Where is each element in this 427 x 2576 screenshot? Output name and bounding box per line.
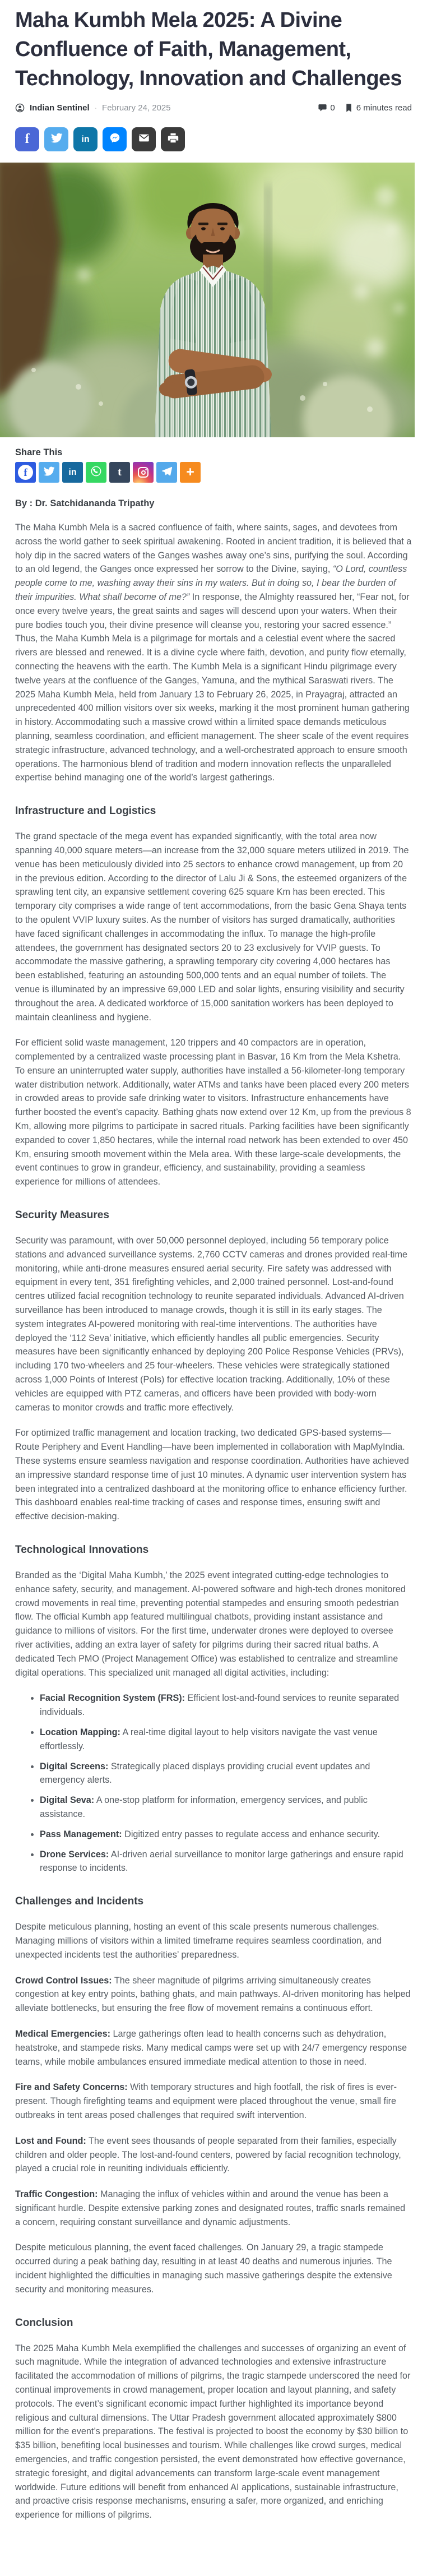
comment-bubble-icon (318, 103, 327, 113)
share-facebook-button[interactable] (15, 127, 39, 151)
intro-quote: “O Lord, countless people come to me, washing away their sins in my waters. But in doing so, I bear the burden of their impurities. What shall become of me?” (15, 564, 407, 602)
plus-icon: + (186, 464, 194, 480)
challenge-text: The sheer magnitude of pilgrims arriving simultaneously creates congestion at key entry points, bathing ghats, and main pathways. AI-driven monitoring has helped alleviate bottlenecks, but ensuring the free flow of movement remains a continuous effort. (15, 1975, 411, 2014)
list-item-lead: Location Mapping: (40, 1727, 120, 1737)
author-byline: By : Dr. Satchidananda Tripathy (15, 498, 155, 508)
share2-telegram-button[interactable] (156, 462, 177, 483)
linkedin-icon: in (68, 467, 77, 477)
list-item (40, 1828, 412, 1842)
share-row-bottom (15, 462, 412, 483)
intro-text-continued: In response, the Almighty reassured her, “Fear not, for once every twelve years, the great saints and sages will descend upon your waters. When their pure bodies touch you, their divine presence will cleanse you, restoring your sacred essence.” Thus, the Maha Kumbh Mela is a pilgrimage for mortals and a celestial event where the sacred rivers are blessed and renewed. It is a divine cycle where faith, devotion, and purity flow eternally, connecting the heavens with the earth. The Kumbh Mela is a significant Hindu pilgrimage every twelve years at the confluence of the Ganges, Yamuna, and the mythical Saraswati rivers. The 2025 Maha Kumbh Mela, held from January 13 to February 26, 2025, in Prayagraj, attracted an unprecedented 400 million visitors over six weeks, marking it the most prominent human gathering in history. Accommodating such a massive crowd within a limited space demands meticulous planning, seamless coordination, and efficient management. The sheer scale of the event requires strategic infrastructure, advanced technology, and a well-orchestrated approach to ensure smooth operations. The harmonious blend of tradition and modern innovation reflects the unparalleled expertise behind managing one of the world’s largest gatherings. (15, 591, 410, 783)
paragraph-intro (15, 521, 412, 785)
list-item-lead: Facial Recognition System (FRS): (40, 1693, 185, 1704)
linkedin-icon: in (81, 134, 90, 144)
paragraph-fire-safety (15, 2080, 412, 2122)
paragraph-crowd-control (15, 1974, 412, 2015)
twitter-icon (43, 465, 55, 480)
paragraph-medical-emergencies (15, 2027, 412, 2069)
article-meta-row (15, 103, 412, 113)
heading-security: Security Measures (15, 1209, 109, 1222)
list-item-text: Digitized entry passes to regulate access and enhance security. (122, 1829, 380, 1839)
challenge-lead: Lost and Found: (15, 2135, 86, 2146)
bookmark-icon (344, 103, 354, 113)
article-body (15, 521, 412, 2522)
share2-tumblr-button[interactable] (109, 462, 130, 483)
paragraph-conclusion: The 2025 Maha Kumbh Mela exemplified the challenges and successes of organizing an event of such magnitude. While the integration of advanced technologies and extensive infrastructure facilitated the accommodation of millions of pilgrims, the tragic stampede underscored the need for continual improvements in crowd management, proper location and layout planning, and safety protocols. The event’s significant economic impact further highlighted its importance beyond religious and cultural dimensions. The Uttar Pradesh government allocated approximately $800 million for the event’s preparations. The festival is projected to boost the economy by $30 billion to $35 billion, benefiting local businesses and tourism. While challenges like crowd surges, medical emergencies, and traffic congestion persisted, the event demonstrated how effective governance, strategic foresight, and digital advancements can transform large-scale event management worldwide. Future editions will benefit from enhanced AI applications, sustainable infrastructure, and proactive crisis response mechanisms, ensuring a safer, more organized, and enriching experience for millions of pilgrims. (15, 2343, 411, 2520)
heading-infrastructure: Infrastructure and Logistics (15, 805, 156, 817)
page-title: Maha Kumbh Mela 2025: A Divine Confluence of Faith, Management, Technology, Innovation and Challenges (15, 8, 402, 90)
paragraph-challenges-intro: Despite meticulous planning, hosting an event of this scale presents numerous challenges. Managing millions of visitors within a limited timeframe requires seamless coordination, and unexpected incidents test the authorities’ preparedness. (15, 1922, 382, 1960)
paragraph-technology: Branded as the ‘Digital Maha Kumbh,’ the 2025 event integrated cutting-edge technologies to enhance safety, security, and management. AI-powered software and high-tech drones monitored crowd movements in real time, preventing potential stampedes and ensuring smooth pedestrian flow. The official Kumbh app featured multilingual chatbots, providing instant assistance and guidance to millions of visitors. For the first time, underwater drones were deployed to oversee river activities, adding an extra layer of safety for pilgrims during their sacred ritual baths. A dedicated Tech PMO (Project Management Office) was established to centralize and streamline digital operations. This specialized unit managed all digital activities, including: (15, 1570, 406, 1678)
list-item-lead: Drone Services: (40, 1849, 109, 1860)
whatsapp-icon (90, 465, 102, 480)
read-time (344, 103, 412, 113)
list-item (40, 1848, 412, 1876)
share-row-top (15, 127, 412, 151)
twitter-icon (50, 132, 63, 147)
paragraph-lost-found (15, 2134, 412, 2176)
share-print-button[interactable] (161, 127, 185, 151)
author-link[interactable]: Indian Sentinel (30, 103, 90, 113)
heading-challenges: Challenges and Incidents (15, 1895, 144, 1908)
list-item (40, 1760, 412, 1788)
challenge-text: Managing the influx of vehicles within and around the venue has been a significant hurdle. Despite extensive parking zones and designated routes, traffic snarls remained a concern, requiring constant surveillance and dynamic adjustments. (15, 2189, 406, 2227)
share-messenger-button[interactable] (103, 127, 127, 151)
meta-separator: · (94, 104, 98, 112)
list-item-text: A real-time digital layout to help visitors navigate the vast venue effortlessly. (40, 1727, 378, 1751)
challenge-lead: Traffic Congestion: (15, 2189, 98, 2200)
share-linkedin-button[interactable] (73, 127, 98, 151)
paragraph-infrastructure-2: For efficient solid waste management, 120 trippers and 40 compactors are in operation, complemented by a centralized waste processing plant in Basvar, 16 Km from the Mela Kshetra. To ensure an uninterrupted water supply, authorities have installed a 56-kilometer-long temporary water distribution network. Additionally, water ATMs and tanks have been placed every 200 meters in crowded areas to provide safe drinking water to visitors. Infrastructure enhancements have further boosted the event’s capacity. Bathing ghats now extend over 12 Km, up from the previous 8 Km, allowing more pilgrims to participate in sacred rituals. Parking facilities have been significantly expanded to cover 1,850 hectares, while the internal road network has been extended to over 450 Km, ensuring smooth movement within the Mela area. With these large-scale developments, the event continues to grow in grandeur, efficiency, and sustainability, providing a seamless experience for millions of attendees. (15, 1038, 411, 1187)
facebook-icon: f (18, 465, 33, 480)
paragraph-security-2: For optimized traffic management and location tracking, two dedicated GPS-based systems—Route Periphery and Event Handling—have been implemented in collaboration with MapMyIndia. These systems ensure seamless navigation and response coordination. Authorities have achieved an impressive standard response time of just 10 minutes. A dynamic user intervention system has been integrated into a centralized dashboard at the monitoring office to enhance efficiency further. This dashboard enables real-time tracking of cases and response times, ensuring swift and effective decision-making. (15, 1428, 409, 1522)
messenger-icon (109, 132, 121, 147)
instagram-icon (138, 467, 148, 478)
heading-technology: Technological Innovations (15, 1544, 149, 1556)
list-item-text: A one-stop platform for information, emergency services, and public assistance. (40, 1795, 368, 1819)
list-item-lead: Digital Seva: (40, 1795, 95, 1806)
share2-more-button[interactable] (180, 462, 201, 483)
share-this-label: Share This (15, 447, 63, 457)
print-icon (167, 132, 179, 147)
heading-conclusion: Conclusion (15, 2316, 73, 2329)
challenge-text: The event sees thousands of people separated from their families, especially children and older people. The lost-and-found centers, powered by facial recognition technology, played a crucial role in reuniting individuals efficiently. (15, 2135, 401, 2174)
list-item (40, 1691, 412, 1719)
user-circle-icon (15, 103, 25, 113)
digital-activities-list (15, 1691, 412, 1875)
telegram-icon (161, 465, 173, 480)
share-email-button[interactable] (132, 127, 156, 151)
hero-image (0, 163, 415, 437)
share-twitter-button[interactable] (44, 127, 68, 151)
list-item-text: Strategically placed displays providing crucial event updates and emergency alerts. (40, 1761, 370, 1786)
list-item-text: AI-driven aerial surveillance to monitor large gatherings and ensure rapid response to incidents. (40, 1849, 403, 1874)
list-item-lead: Pass Management: (40, 1829, 122, 1839)
facebook-icon: f (25, 132, 30, 146)
list-item (40, 1793, 412, 1821)
share2-linkedin-button[interactable] (62, 462, 83, 483)
challenge-lead: Medical Emergencies: (15, 2028, 111, 2039)
intro-text: The Maha Kumbh Mela is a sacred confluence of faith, where saints, sages, and devotees from across the world gather to seek spiritual awakening. Rooted in ancient tradition, it is believed that a holy dip in the sacred waters of the Ganges washes away one’s sins, purifying the soul. According to an old legend, the Ganges once expressed her sorrow to the Divine, saying, (15, 522, 412, 575)
comments-count-value: 0 (330, 103, 335, 113)
share2-facebook-button[interactable] (15, 462, 36, 483)
publish-date: February 24, 2025 (102, 103, 171, 113)
paragraph-traffic-congestion (15, 2187, 412, 2229)
challenge-lead: Crowd Control Issues: (15, 1975, 112, 1986)
list-item (40, 1726, 412, 1754)
share2-twitter-button[interactable] (39, 462, 59, 483)
email-icon (138, 132, 150, 147)
list-item-lead: Digital Screens: (40, 1761, 109, 1772)
challenge-text: With temporary structures and high footfall, the risk of fires is ever-present. Though firefighting teams and equipment were placed throughout the venue, small fire outbreaks in tent areas posed challenges that required swift intervention. (15, 2082, 397, 2120)
paragraph-infrastructure-1: The grand spectacle of the mega event has expanded significantly, with the total area now spanning 40,000 square meters—an increase from the 32,000 square meters utilized in 2019. The venue has been meticulously divided into 25 sectors to enhance crowd management, up from 20 in the previous edition. According to the director of Lalu Ji & Sons, the esteemed organizers of the sprawling tent city, an expansive settlement covering 625 square Km has been erected. This temporary city comprises a wide range of tent accommodations, from the basic Gena Shaya tents to the opulent VVIP luxury suites. As the number of visitors has surged dramatically, authorities have faced significant challenges in accommodating the influx. To manage the high-profile attendees, the government has designated sectors 20 to 23 exclusively for VVIP guests. To accommodate the massive gathering, a sprawling temporary city covering 4,000 hectares has been established, featuring an astounding 500,000 tents and an equal number of toilets. The venue is illuminated by an impressive 69,000 LED and solar lights, ensuring visibility and security throughout the area. A dedicated workforce of 15,000 sanitation workers has been deployed to maintain cleanliness and hygiene. (15, 831, 409, 1023)
share2-instagram-button[interactable] (133, 462, 154, 483)
challenge-lead: Fire and Safety Concerns: (15, 2082, 128, 2093)
read-time-value: 6 minutes read (356, 103, 412, 113)
comments-count[interactable] (318, 103, 335, 113)
paragraph-stampede: Despite meticulous planning, the event faced challenges. On January 29, a tragic stampede occurred during a peak bathing day, resulting in at least 40 deaths and numerous injuries. The incident highlighted the difficulties in managing such massive gatherings despite the extensive security and monitoring measures. (15, 2242, 392, 2295)
tumblr-icon: t (118, 466, 122, 478)
paragraph-security-1: Security was paramount, with over 50,000 personnel deployed, including 56 temporary police stations and advanced surveillance systems. 2,760 CCTV cameras and drones provided real-time monitoring, while anti-drone measures ensured aerial security. Fire safety was addressed with equipment in every tent, 351 firefighting vehicles, and 2,000 trained personnel. Lost-and-found centres utilized facial recognition technology to reunite separated individuals. Advanced AI-driven surveillance has been introduced to manage crowds, though it is still in its early stages. The system integrates AI-powered monitoring with real-time interventions. The authorities have deployed the ‘112 Seva’ initiative, which efficiently handles all public emergencies. Security measures have been significantly enhanced by deploying 200 Police Response Vehicles (PRVs), including 170 two-wheelers and 25 four-wheelers. These vehicles were strategically stationed across 1,000 Points of Interest (PoIs) for effective location tracking. Additionally, 10% of these vehicles are equipped with PTZ cameras, and officers have been provided with body-worn cameras to monitor crowds and traffic more effectively. (15, 1236, 408, 1413)
list-item-text: Efficient lost-and-found services to reunite separated individuals. (40, 1693, 400, 1718)
challenge-text: Large gatherings often lead to health concerns such as dehydration, heatstroke, and stampede risks. Many medical camps were set up with 24/7 emergency response teams, while mobile ambulances ensured immediate medical attention to those in need. (15, 2028, 407, 2067)
share2-whatsapp-button[interactable] (86, 462, 106, 483)
